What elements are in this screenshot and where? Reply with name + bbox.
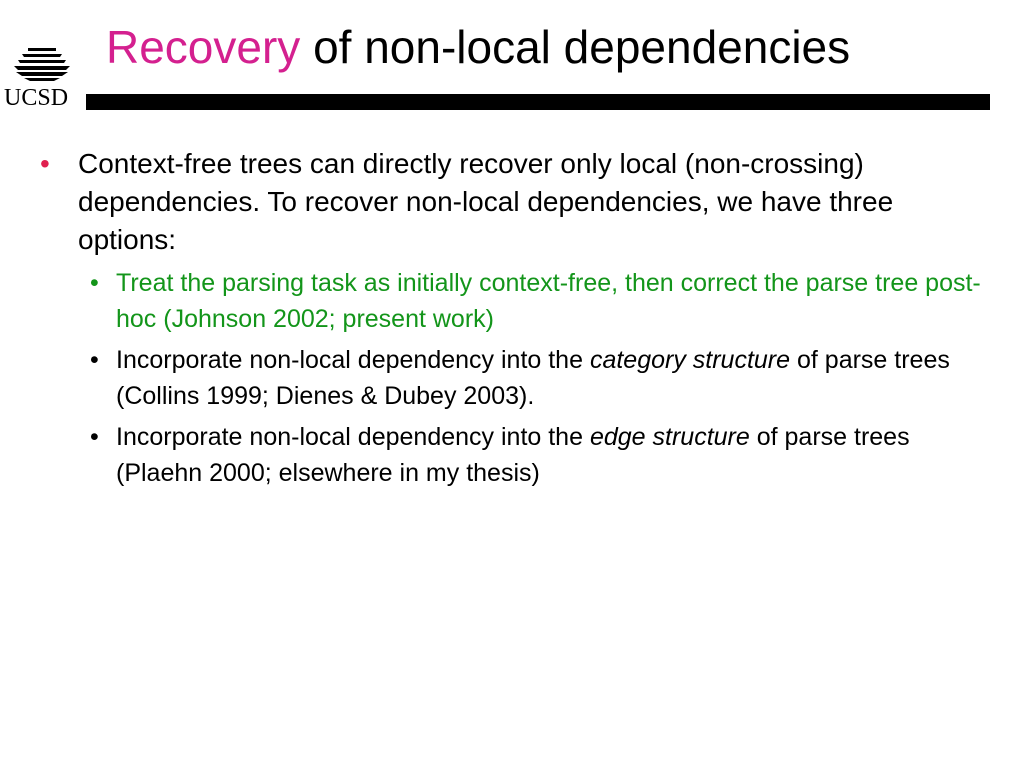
ucsd-logo (4, 46, 88, 116)
sub-bullet-1-text: Treat the parsing task as initially context-free, then correct the parse tree post-hoc (Johnson 2002; present work) (116, 269, 981, 333)
sub-bullet-3-emphasis: edge structure (589, 423, 750, 451)
bullet-main (40, 145, 990, 259)
sub-bullet-marker: • (90, 346, 99, 374)
sub-bullet-2-emphasis: category structure (589, 346, 791, 374)
sub-bullet-2 (40, 342, 990, 414)
sub-bullet-3 (40, 419, 990, 491)
ucsd-wave-icon (10, 46, 74, 84)
logo-text: UCSD (4, 85, 69, 111)
title-accent: Recovery (106, 21, 301, 73)
sub-bullet-2-before: Incorporate non-local dependency into the (116, 346, 590, 374)
bullet-marker: • (40, 148, 50, 179)
sub-bullet-1 (40, 265, 990, 337)
title-rule (86, 94, 990, 110)
sub-bullet-list (40, 265, 990, 491)
title-rest: of non-local dependencies (300, 21, 851, 73)
sub-bullet-3-before: Incorporate non-local dependency into the (116, 423, 590, 451)
sub-bullet-2-after: of parse trees (Collins 1999; Dienes & Dubey 2003). (116, 346, 950, 410)
slide-title (106, 22, 850, 73)
sub-bullet-3-after: of parse trees (Plaehn 2000; elsewhere in my thesis) (116, 423, 910, 487)
bullet-main-text: Context-free trees can directly recover only local (non-crossing) dependencies. To recover non-local dependencies, we have three options: (78, 148, 894, 255)
slide-content (40, 145, 990, 496)
sub-bullet-marker: • (90, 269, 99, 297)
sub-bullet-marker: • (90, 423, 99, 451)
